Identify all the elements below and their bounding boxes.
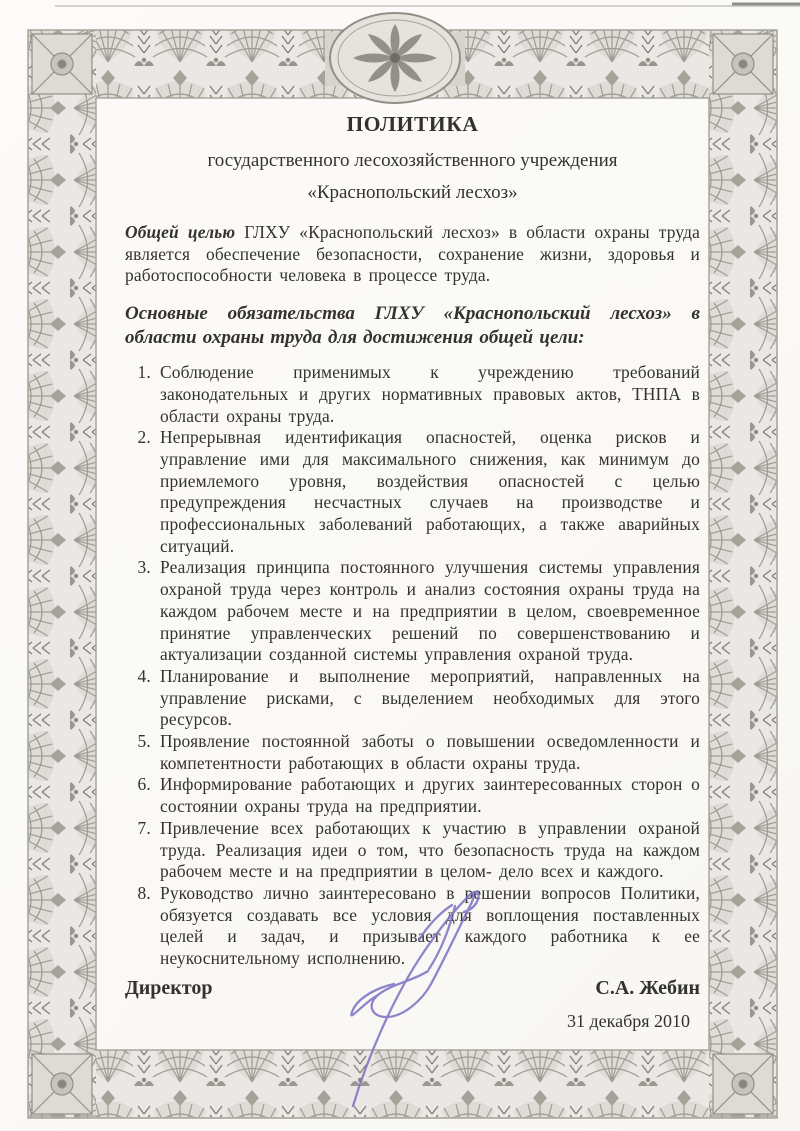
intro-paragraph (125, 222, 700, 287)
obligations-list (125, 362, 700, 970)
document-content (125, 112, 700, 1032)
list-item: 3. Реализация принципа постоянного улучшения системы управления охраной труда через контроль и анализ состояния охраны труда на каждом рабочем месте и на предприятии в целом, своевременное принятие управленческих решений по совершенствованию и актуализации созданной системы управления охраной труда. (158, 557, 700, 666)
obligations-heading: Основные обязательства ГЛХУ «Краснопольский лесхоз» в области охраны труда для достижения общей цели: (125, 303, 700, 349)
list-item: 8. Руководство лично заинтересовано в решении вопросов Политики, обязуется создавать все условия для воплощения поставленных целей и задач, и призывает каждого работника к ее неукоснительному исполнению. (158, 883, 700, 970)
intro-lead: Общей целью (125, 222, 236, 242)
list-item: 4. Планирование и выполнение мероприятий, направленных на управление рисками, с выделением необходимых для этого ресурсов. (158, 666, 700, 731)
list-item: 7. Привлечение всех работающих к участию в управлении охраной труда. Реализация идеи о том, что безопасность труда на каждом рабочем месте и на предприятии в целом- дело всех и каждого. (158, 818, 700, 883)
signature-row (125, 977, 700, 1000)
signatory-role: Директор (125, 976, 213, 999)
list-item: 1. Соблюдение применимых к учреждению требований законодательных и других нормативных правовых актов, ТНПА в области охраны труда. (158, 362, 700, 427)
intro-text: ГЛХУ «Краснопольский лесхоз» в области охраны труда является обеспечение безопасности, сохранение жизни, здоровья и работоспособности человека в процессе труда. (125, 222, 700, 286)
subtitle-institution: государственного лесохозяйственного учреждения (207, 150, 618, 171)
list-item: 2. Непрерывная идентификация опасностей, оценка рисков и управление ими для максимального снижения, как минимум до приемлемого уровня, воздействия опасностей с целью предупреждения несчастных случаев на производстве и профессиональных заболеваний работающих, а также аварийных ситуаций. (158, 427, 700, 557)
document-date: 31 декабря 2010 (566, 1010, 690, 1031)
subtitle-organization-name: «Краснопольский лесхоз» (307, 182, 518, 203)
list-item: 6. Информирование работающих и других заинтересованных сторон о состоянии охраны труда на предприятии. (158, 774, 700, 817)
page-title: ПОЛИТИКА (346, 112, 479, 136)
date-row (125, 1011, 700, 1032)
list-item: 5. Проявление постоянной заботы о повышении осведомленности и компетентности работающих в области охраны труда. (158, 731, 700, 774)
signatory-name: С.А. Жебин (595, 976, 700, 999)
